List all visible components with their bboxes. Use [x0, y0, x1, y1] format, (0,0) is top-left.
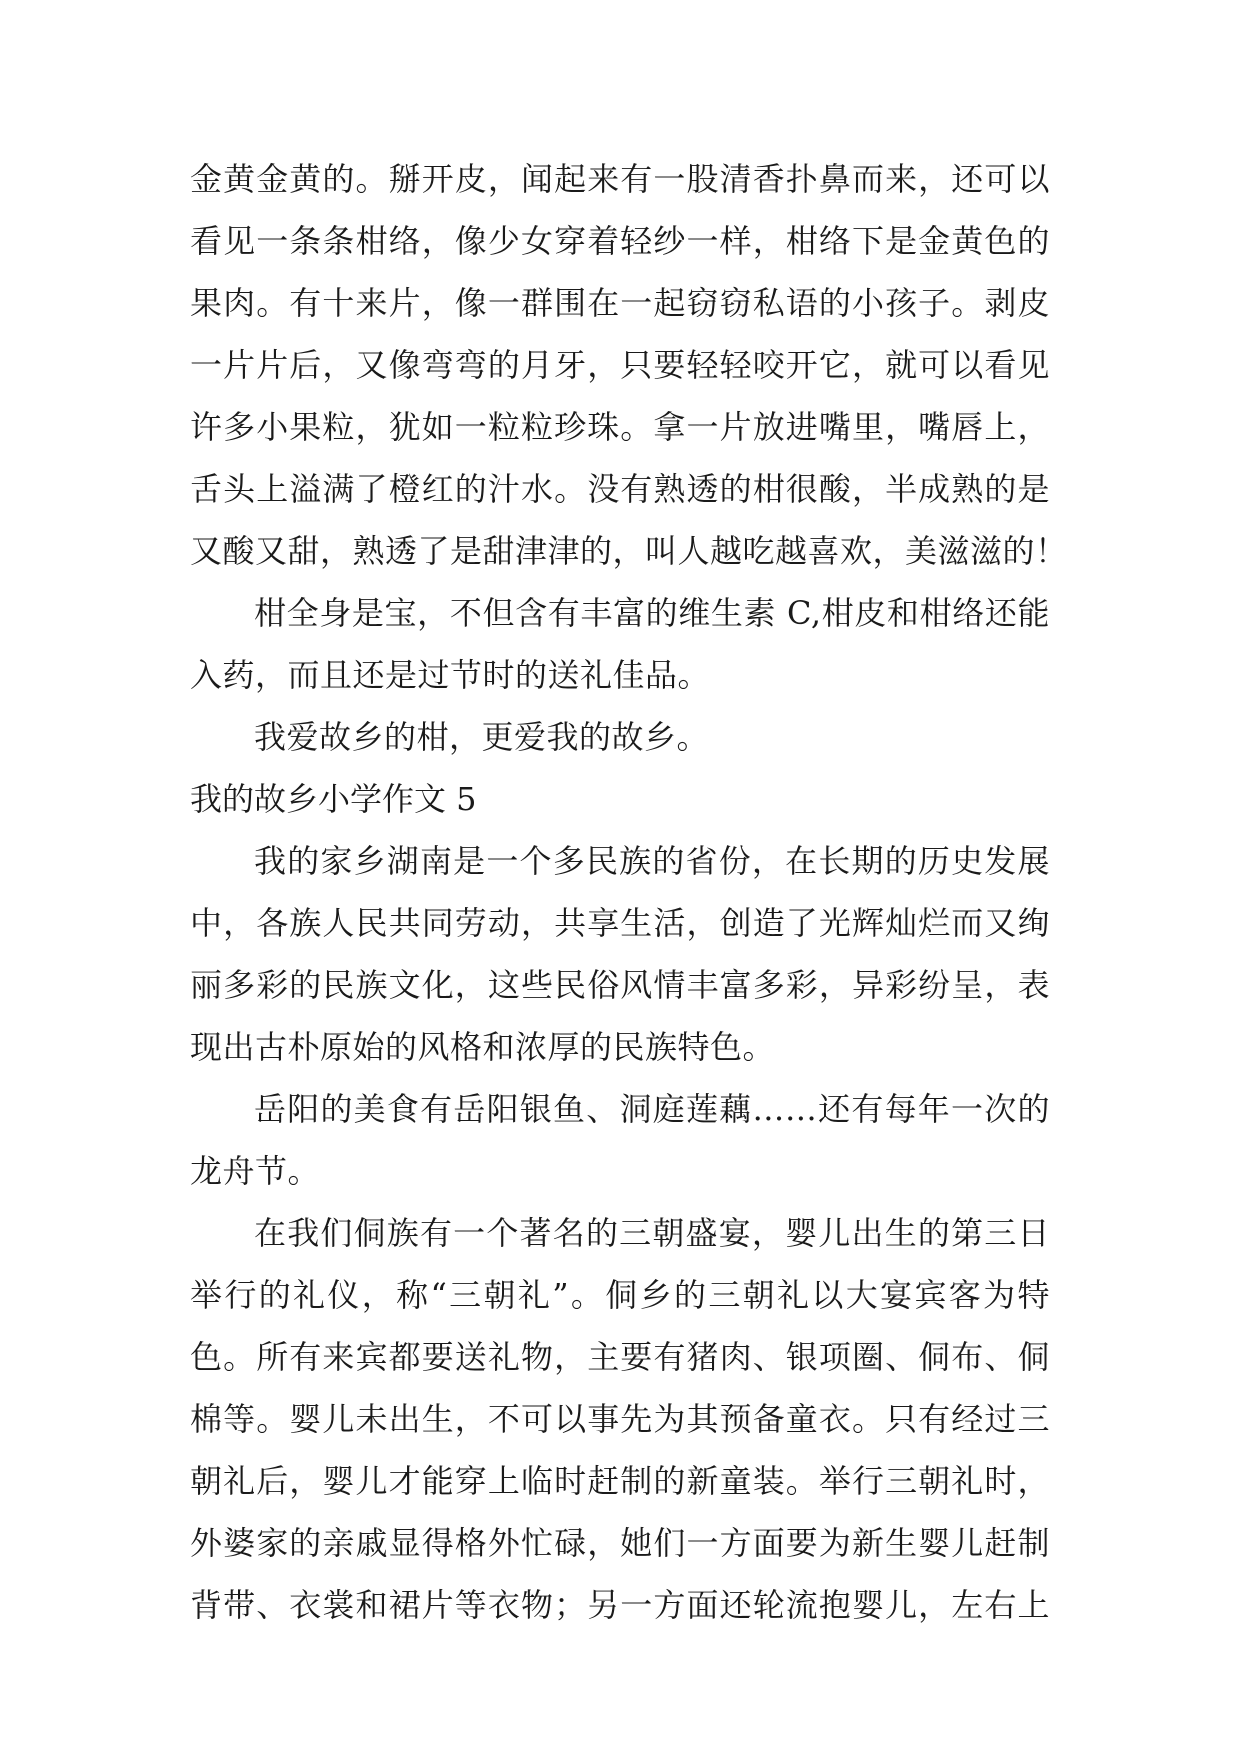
- text-line: 棉等。婴儿未出生，不可以事先为其预备童衣。只有经过三: [190, 1400, 1050, 1438]
- text-line: 中，各族人民共同劳动，共享生活，创造了光辉灿烂而又绚: [190, 904, 1050, 942]
- text-line: 色。所有来宾都要送礼物，主要有猪肉、银项圈、侗布、侗: [190, 1338, 1050, 1376]
- text-line: 许多小果粒，犹如一粒粒珍珠。拿一片放进嘴里，嘴唇上，: [190, 408, 1050, 446]
- text-line: 背带、衣裳和裙片等衣物；另一方面还轮流抱婴儿，左右上: [190, 1586, 1050, 1624]
- paragraph-first-line: 我爱故乡的柑，更爱我的故乡。: [254, 718, 710, 756]
- text-line: 龙舟节。: [190, 1152, 321, 1190]
- section-heading: 我的故乡小学作文 5: [190, 780, 477, 818]
- text-line: 朝礼后，婴儿才能穿上临时赶制的新童装。举行三朝礼时，: [190, 1462, 1050, 1500]
- text-line: 舌头上溢满了橙红的汁水。没有熟透的柑很酸，半成熟的是: [190, 470, 1050, 508]
- text-line: 现出古朴原始的风格和浓厚的民族特色。: [190, 1028, 776, 1066]
- text-line: 举行的礼仪，称“三朝礼”。侗乡的三朝礼以大宴宾客为特: [190, 1276, 1050, 1314]
- text-line: 果肉。有十来片，像一群围在一起窃窃私语的小孩子。剥皮: [190, 284, 1050, 322]
- paragraph-first-line: 我的家乡湖南是一个多民族的省份，在长期的历史发展: [254, 842, 1050, 880]
- document-body: [190, 148, 1068, 1636]
- text-line: 看见一条条柑络，像少女穿着轻纱一样，柑络下是金黄色的: [190, 222, 1050, 260]
- paragraph-first-line: 柑全身是宝，不但含有丰富的维生素 C,柑皮和柑络还能: [254, 594, 1050, 632]
- paragraph-first-line: 岳阳的美食有岳阳银鱼、洞庭莲藕……还有每年一次的: [254, 1090, 1050, 1128]
- text-line: 一片片后，又像弯弯的月牙，只要轻轻咬开它，就可以看见: [190, 346, 1050, 384]
- paragraph-first-line: 在我们侗族有一个著名的三朝盛宴，婴儿出生的第三日: [254, 1214, 1050, 1252]
- text-line: 入药，而且还是过节时的送礼佳品。: [190, 656, 711, 694]
- text-line: 金黄金黄的。掰开皮，闻起来有一股清香扑鼻而来，还可以: [190, 160, 1050, 198]
- text-line: 外婆家的亲戚显得格外忙碌，她们一方面要为新生婴儿赶制: [190, 1524, 1050, 1562]
- text-line: 又酸又甜，熟透了是甜津津的，叫人越吃越喜欢，美滋滋的！: [190, 532, 1068, 570]
- text-line: 丽多彩的民族文化，这些民俗风情丰富多彩，异彩纷呈，表: [190, 966, 1050, 1004]
